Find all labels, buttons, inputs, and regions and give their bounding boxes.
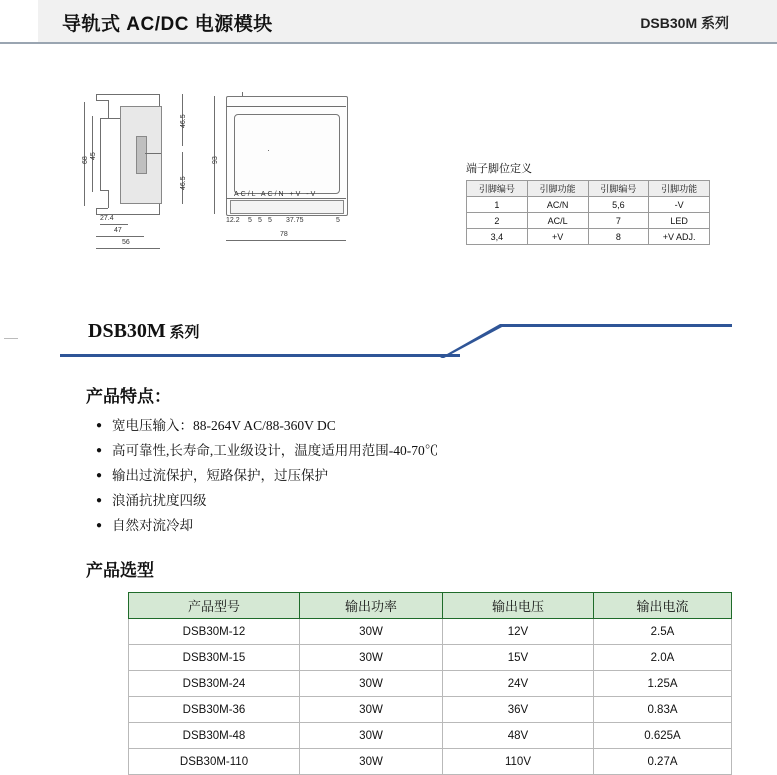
drawing-line [242,92,243,96]
dim-b2: 5 [248,217,252,224]
cell-current: 0.27A [594,749,732,775]
cell-power: 30W [300,697,443,723]
features-list [96,413,716,538]
table-row [467,213,710,229]
dim-27-4: 27.4 [100,215,114,222]
pin-cell: 1 [467,197,528,213]
table-row [467,197,710,213]
pin-col-header: 引脚功能 [649,181,710,197]
table-row [129,619,732,645]
table-row [129,749,732,775]
product-selection-table [128,592,732,775]
feature-text: 自然对流冷却 [112,518,193,533]
drawing-dim-line [226,240,346,241]
drawing-dim-line [96,236,144,237]
drawing-clip-left [136,136,147,174]
table-row [129,697,732,723]
bullet-icon: ● [96,520,103,531]
cell-current: 0.83A [594,697,732,723]
selection-table-wrapper [128,592,732,775]
bullet-icon: ● [96,470,103,481]
cell-model: DSB30M-15 [129,645,300,671]
drawing-line [268,150,269,151]
pin-col-header: 引脚编号 [588,181,649,197]
bullet-icon: ● [96,445,103,456]
drawing-line [108,190,109,208]
column-header-current: 输出电流 [594,593,732,619]
cell-model: DSB30M-36 [129,697,300,723]
cell-current: 2.0A [594,645,732,671]
mechanical-drawing [78,78,438,253]
dim-b4: 5 [268,217,272,224]
selection-title: 产品选型 [86,561,154,580]
cell-voltage: 15V [443,645,594,671]
drawing-line [100,190,108,191]
column-header-voltage: 输出电压 [443,593,594,619]
cell-power: 30W [300,723,443,749]
features-title: 产品特点： [86,387,171,406]
drawing-dim-line [96,248,160,249]
cell-current: 2.5A [594,619,732,645]
cell-power: 30W [300,619,443,645]
drawing-dim-line [214,96,215,214]
column-header-power: 输出功率 [300,593,443,619]
pin-cell: +V ADJ. [649,229,710,245]
bullet-icon: ● [96,420,103,431]
pin-cell: 3,4 [467,229,528,245]
cell-power: 30W [300,671,443,697]
cell-model: DSB30M-24 [129,671,300,697]
table-row [129,671,732,697]
drawing-line [226,106,346,107]
banner-underline [60,354,460,357]
cell-model: DSB30M-12 [129,619,300,645]
pin-cell: +V [527,229,588,245]
pin-definition-block [466,160,710,245]
dim-left-outer: 68 [82,156,89,164]
dim-46-5-top: 46.5 [180,114,187,128]
pin-cell: 8 [588,229,649,245]
page-title: 导轨式 AC/DC 电源模块 [62,14,273,35]
dim-46-5-bottom: 46.5 [180,176,187,190]
pin-cell: 2 [467,213,528,229]
dim-47: 47 [114,227,122,234]
section-title-sub: 系列 [165,325,200,341]
header-left-accent [0,0,38,42]
header-series-label: DSB30M 系列 [640,15,729,31]
cell-voltage: 110V [443,749,594,775]
pin-cell: LED [649,213,710,229]
pin-table-title: 端子脚位定义 [466,163,532,175]
list-item [96,488,716,513]
dim-78: 78 [280,231,288,238]
dim-12-2: 12.2 [226,217,240,224]
feature-text: 宽电压输入：88-264V AC/88-360V DC [112,418,336,433]
drawing-line [96,208,108,209]
cell-power: 30W [300,749,443,775]
cell-current: 1.25A [594,671,732,697]
cell-model: DSB30M-110 [129,749,300,775]
dim-b3: 5 [258,217,262,224]
banner-shape [440,318,732,358]
cell-voltage: 48V [443,723,594,749]
section-title-main: DSB30M [88,320,166,342]
drawing-panel-right [234,114,340,194]
drawing-line [145,153,161,154]
terminal-labels: AC/L AC/N +V -V [234,191,318,198]
page-header [0,0,777,44]
pin-cell: AC/N [527,197,588,213]
feature-text: 高可靠性,长寿命,工业级设计，温度适用用范围-40-70℃ [112,443,439,458]
drawing-line [226,198,346,199]
pin-cell: 7 [588,213,649,229]
feature-text: 输出过流保护，短路保护，过压保护 [112,468,328,483]
cell-voltage: 12V [443,619,594,645]
pin-cell: AC/L [527,213,588,229]
list-item [96,438,716,463]
cell-power: 30W [300,645,443,671]
drawing-line [100,118,108,119]
cell-voltage: 36V [443,697,594,723]
cell-voltage: 24V [443,671,594,697]
table-row [467,229,710,245]
pin-col-header: 引脚功能 [527,181,588,197]
cell-current: 0.625A [594,723,732,749]
list-item [96,413,716,438]
cell-model: DSB30M-48 [129,723,300,749]
drawing-dim-line [84,102,85,206]
table-header-row [129,593,732,619]
bullet-icon: ● [96,495,103,506]
dim-b6: 5 [336,217,340,224]
pin-cell: -V [649,197,710,213]
section-title [88,320,200,343]
list-item [96,513,716,538]
table-row [129,723,732,749]
drawing-line [108,100,109,118]
pin-definition-table [466,180,710,245]
feature-text: 浪涌抗扰度四级 [112,493,207,508]
list-item [96,463,716,488]
drawing-line [100,118,101,190]
table-header-row [467,181,710,197]
pin-cell: 5,6 [588,197,649,213]
dim-37-75: 37.75 [286,217,304,224]
drawing-terminal-block [230,200,344,214]
dim-56: 56 [122,239,130,246]
left-margin-mark [4,338,18,339]
dim-left-inner: 45 [90,152,97,160]
pin-col-header: 引脚编号 [467,181,528,197]
column-header-model: 产品型号 [129,593,300,619]
dim-93: 93 [212,156,219,164]
drawing-dim-line [100,224,128,225]
section-banner [60,318,732,358]
table-row [129,645,732,671]
drawing-line [96,94,160,95]
drawing-line [96,100,108,101]
